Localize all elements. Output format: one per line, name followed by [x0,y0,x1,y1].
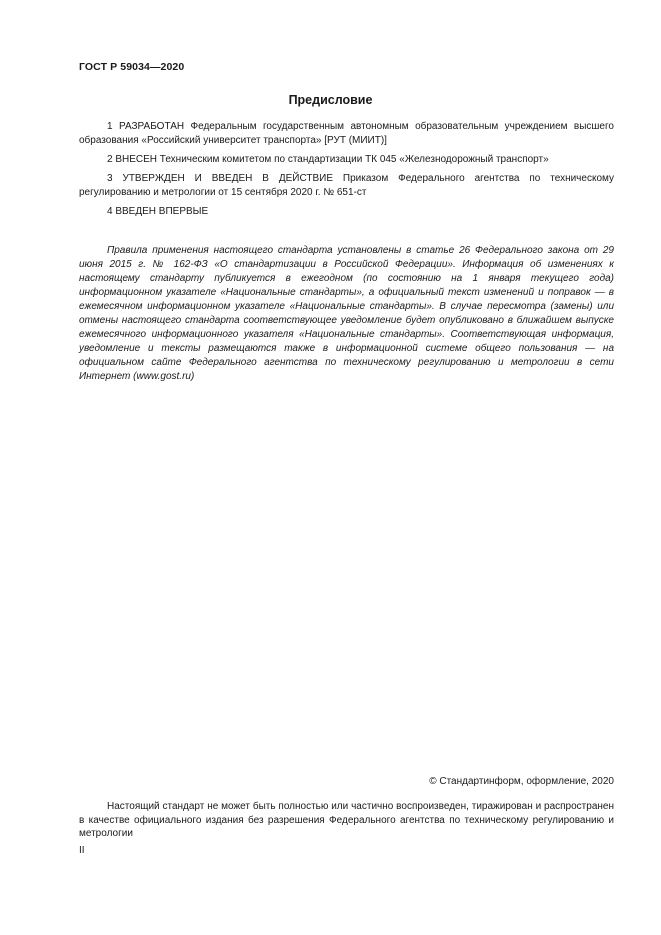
preface-item-3: 3 УТВЕРЖДЕН И ВВЕДЕН В ДЕЙСТВИЕ Приказом Федерального агентства по техническому регулированию и метрологии от 15 сентября 2020 г. № 651-ст [79,173,614,198]
preface-item-4: 4 ВВЕДЕН ВПЕРВЫЕ [107,206,209,217]
page-number: II [79,845,85,856]
rules-note: Правила применения настоящего стандарта установлены в статье 26 Федерального закона от 29 июня 2015 г. № 162-ФЗ «О стандартизации в Российской Федерации». Информация об изменениях к настоящему стандарту публикуется в ежегодном (по состоянию на 1 января текущего года) информационном указателе «Национальные стандарты», а официальный текст изменений и поправок — в ежемесячном информационном указателе «Национальные стандарты». В случае пересмотра (замены) или отмены настоящего стандарта соответствующее уведомление будет опубликовано в ближайшем выпуске ежемесячного информационного указателя «Национальные стандарты». Соответствующая информация, уведомление и тексты размещаются также в информационной системе общего пользования — на официальном сайте Федерального агентства по техническому регулированию и метрологии в сети Интернет (www.gost.ru) [79,245,614,382]
reproduction-notice: Настоящий стандарт не может быть полностью или частично воспроизведен, тиражирован и распространен в качестве официального издания без разрешения Федерального агентства по техническому регулированию и метрологии [79,801,614,839]
copyright-line: © Стандартинформ, оформление, 2020 [429,776,614,787]
preface-item-2: 2 ВНЕСЕН Техническим комитетом по стандартизации ТК 045 «Железнодорожный транспорт» [107,154,549,165]
section-title: Предисловие [288,93,373,107]
standard-code: ГОСТ Р 59034—2020 [79,61,185,73]
preface-item-1: 1 РАЗРАБОТАН Федеральным государственным автономным образовательным учреждением высшего образования «Российский университет транспорта» [РУТ (МИИТ)] [79,121,614,146]
